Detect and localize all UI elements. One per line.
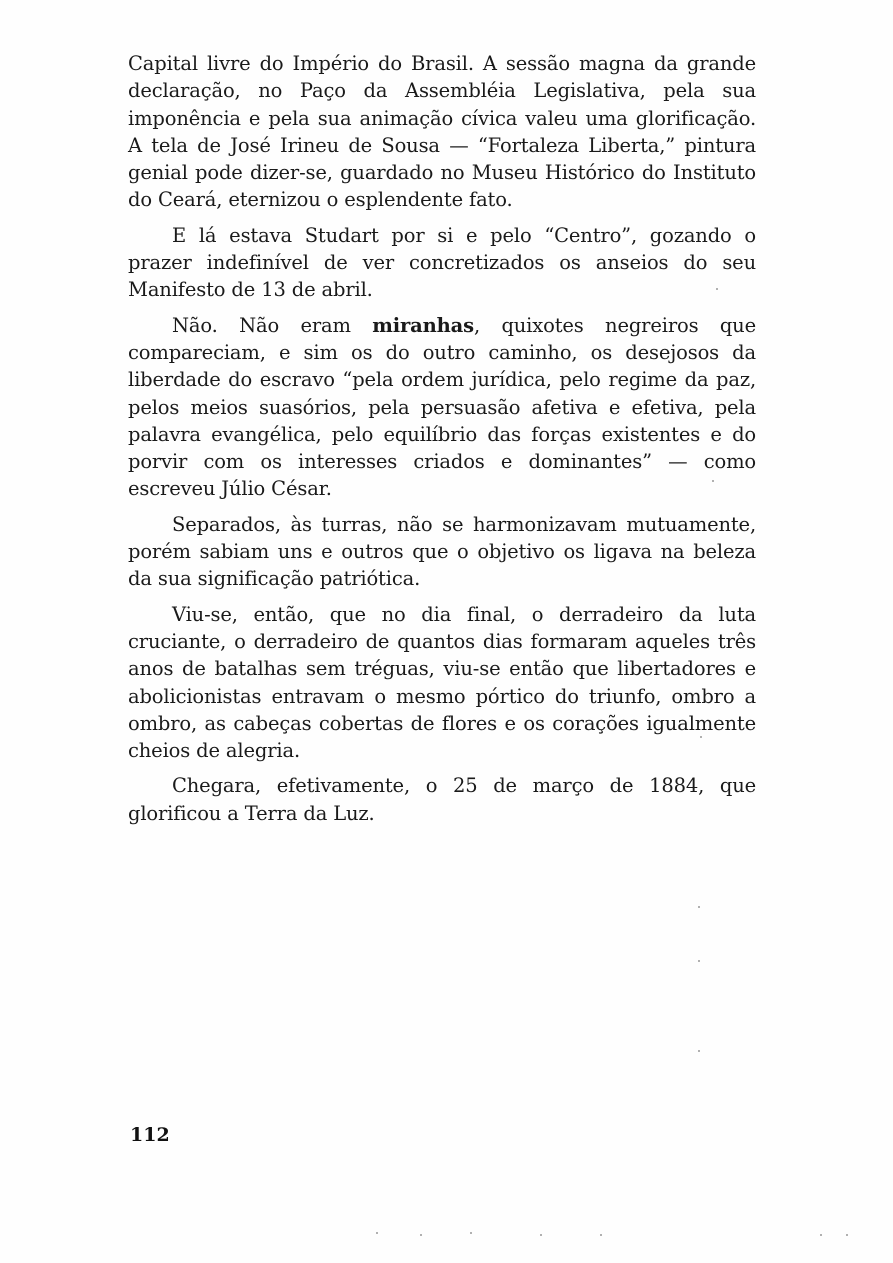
- scan-speck: [698, 906, 700, 908]
- scan-speck: [700, 736, 702, 738]
- paragraph-3: [128, 312, 756, 503]
- paragraph-2: E lá estava Studart por si e pelo “Centro”, gozando o prazer indefinível de ver concretizados os anseios do seu Manifesto de 13 de abril.: [128, 223, 756, 302]
- scan-speck: [716, 288, 718, 290]
- paragraph-4: Separados, às turras, não se harmonizavam mutuamente, porém sabiam uns e outros que o objetivo os ligava na beleza da sua significação patriótica.: [128, 512, 756, 591]
- paragraph-3-start: Não. Não eram: [172, 313, 373, 337]
- scan-speck: [376, 1232, 378, 1234]
- page-number: 112: [130, 1124, 170, 1146]
- scan-speck: [600, 1234, 602, 1236]
- scan-speck: [698, 1050, 700, 1052]
- scan-speck: [846, 1234, 848, 1236]
- scan-speck: [698, 960, 700, 962]
- paragraph-6: Chegara, efetivamente, o 25 de março de 1884, que glorificou a Terra da Luz.: [128, 774, 756, 825]
- paragraph-5: Viu-se, então, que no dia final, o derradeiro da luta cruciante, o derradeiro de quantos dias formaram aqueles três anos de batalhas sem tréguas, viu-se então que libertadores e abolicionistas entravam o mesmo pórtico do triunfo, ombro a ombro, as cabeças cobertas de flores e os corações igualmente cheios de alegria.: [128, 602, 756, 763]
- body-text: [128, 50, 756, 835]
- scan-speck: [540, 1234, 542, 1236]
- scan-speck: [820, 1234, 822, 1236]
- scan-speck: [470, 1232, 472, 1234]
- emphasized-word: miranhas: [372, 313, 474, 337]
- scan-speck: [712, 480, 714, 482]
- paragraph-1: Capital livre do Império do Brasil. A sessão magna da grande declaração, no Paço da Assembléia Legislativa, pela sua imponência e pela sua animação cívica valeu uma glorificação. A tela de José Irineu de Sousa — “Fortaleza Liberta,” pintura genial pode dizer-se, guardado no Museu Histórico do Instituto do Ceará, eternizou o esplendente fato.: [128, 52, 756, 212]
- scan-speck: [420, 1234, 422, 1236]
- paragraph-3-rest: , quixotes negreiros que compareciam, e sim os do outro caminho, os desejosos da liberdade do escravo “pela ordem jurídica, pelo regime da paz, pelos meios suasórios, pela persuasão afetiva e efetiva, pela palavra evangélica, pelo equilíbrio das forças existentes e do porvir com os interesses criados e dominantes” — como escreveu Júlio César.: [128, 313, 756, 501]
